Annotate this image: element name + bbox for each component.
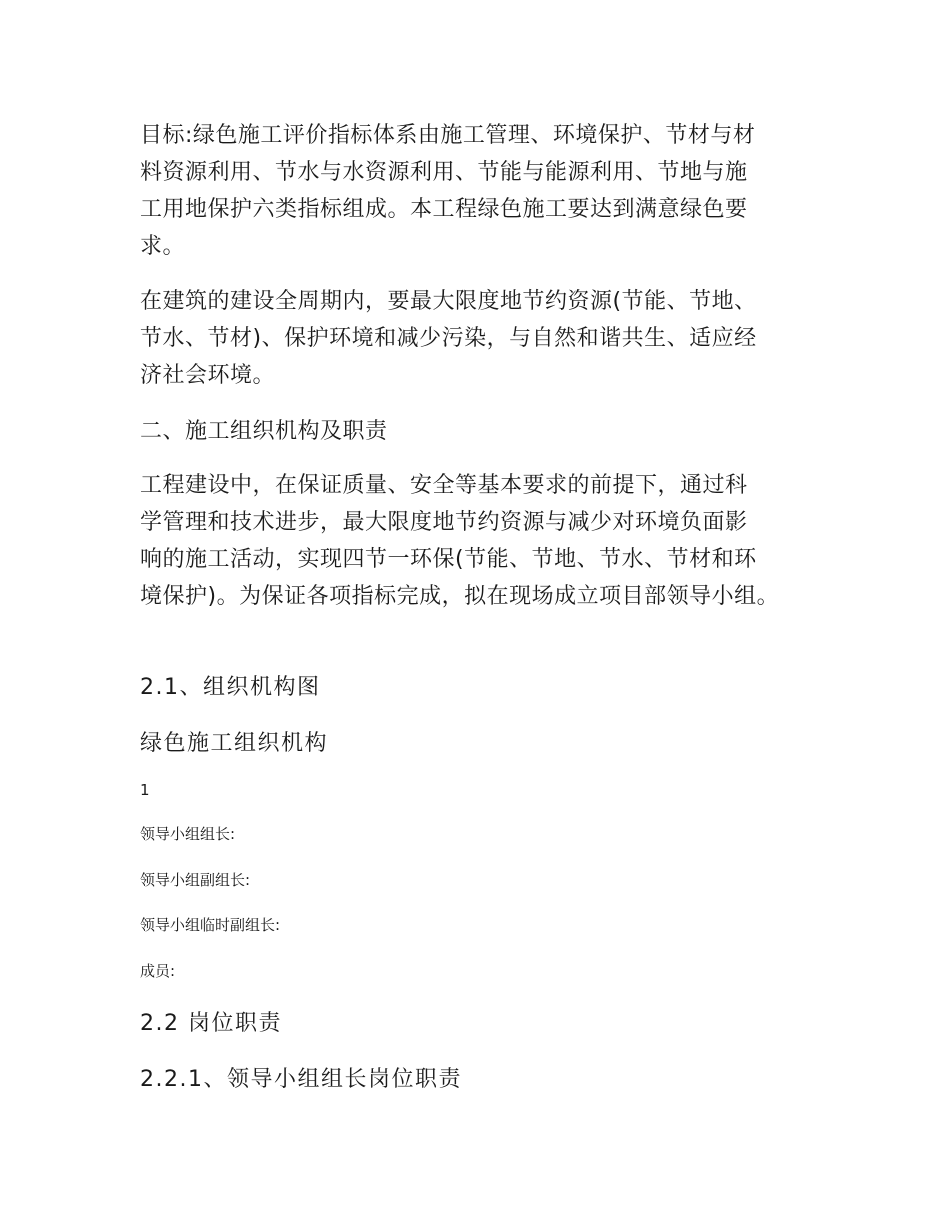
role-temp-deputy: 领导小组临时副组长:	[140, 916, 281, 934]
paragraph-lifecycle	[140, 283, 757, 394]
text-line: 境保护)。为保证各项指标完成，拟在现场成立项目部领导小组。	[140, 584, 780, 609]
role-deputy: 领导小组副组长:	[140, 871, 251, 889]
text-line: 工程建设中，在保证质量、安全等基本要求的前提下，通过科	[140, 473, 748, 498]
section-title-org-chart: 2.1、组织机构图	[140, 675, 321, 700]
text-line: 响的施工活动，实现四节一环保(节能、节地、节水、节材和环	[140, 547, 757, 572]
role-leader: 领导小组组长:	[140, 825, 236, 843]
text-line: 求。	[140, 234, 186, 259]
text-line: 工用地保护六类指标组成。本工程绿色施工要达到满意绿色要	[140, 197, 748, 222]
section-title-leader-duties: 2.2.1、领导小组组长岗位职责	[140, 1067, 462, 1092]
paragraph-goal	[140, 117, 755, 265]
text-line: 节水、节材)、保护环境和减少污染，与自然和谐共生、适应经	[140, 326, 757, 351]
section-title-duties: 2.2 岗位职责	[140, 1011, 282, 1036]
org-chart-title: 绿色施工组织机构	[140, 731, 329, 756]
text-line: 在建筑的建设全周期内，要最大限度地节约资源(节能、节地、	[140, 289, 757, 314]
text-line: 料资源利用、节水与水资源利用、节能与能源利用、节地与施	[140, 160, 748, 185]
figure-number: 1	[140, 781, 150, 799]
text-line: 学管理和技术进步，最大限度地节约资源与减少对环境负面影	[140, 510, 748, 535]
text-line: 济社会环境。	[140, 363, 276, 388]
section-title-organization: 二、施工组织机构及职责	[140, 419, 388, 444]
paragraph-construction	[140, 467, 779, 615]
role-members: 成员:	[140, 962, 176, 980]
text-line: 目标:绿色施工评价指标体系由施工管理、环境保护、节材与材	[140, 123, 756, 148]
